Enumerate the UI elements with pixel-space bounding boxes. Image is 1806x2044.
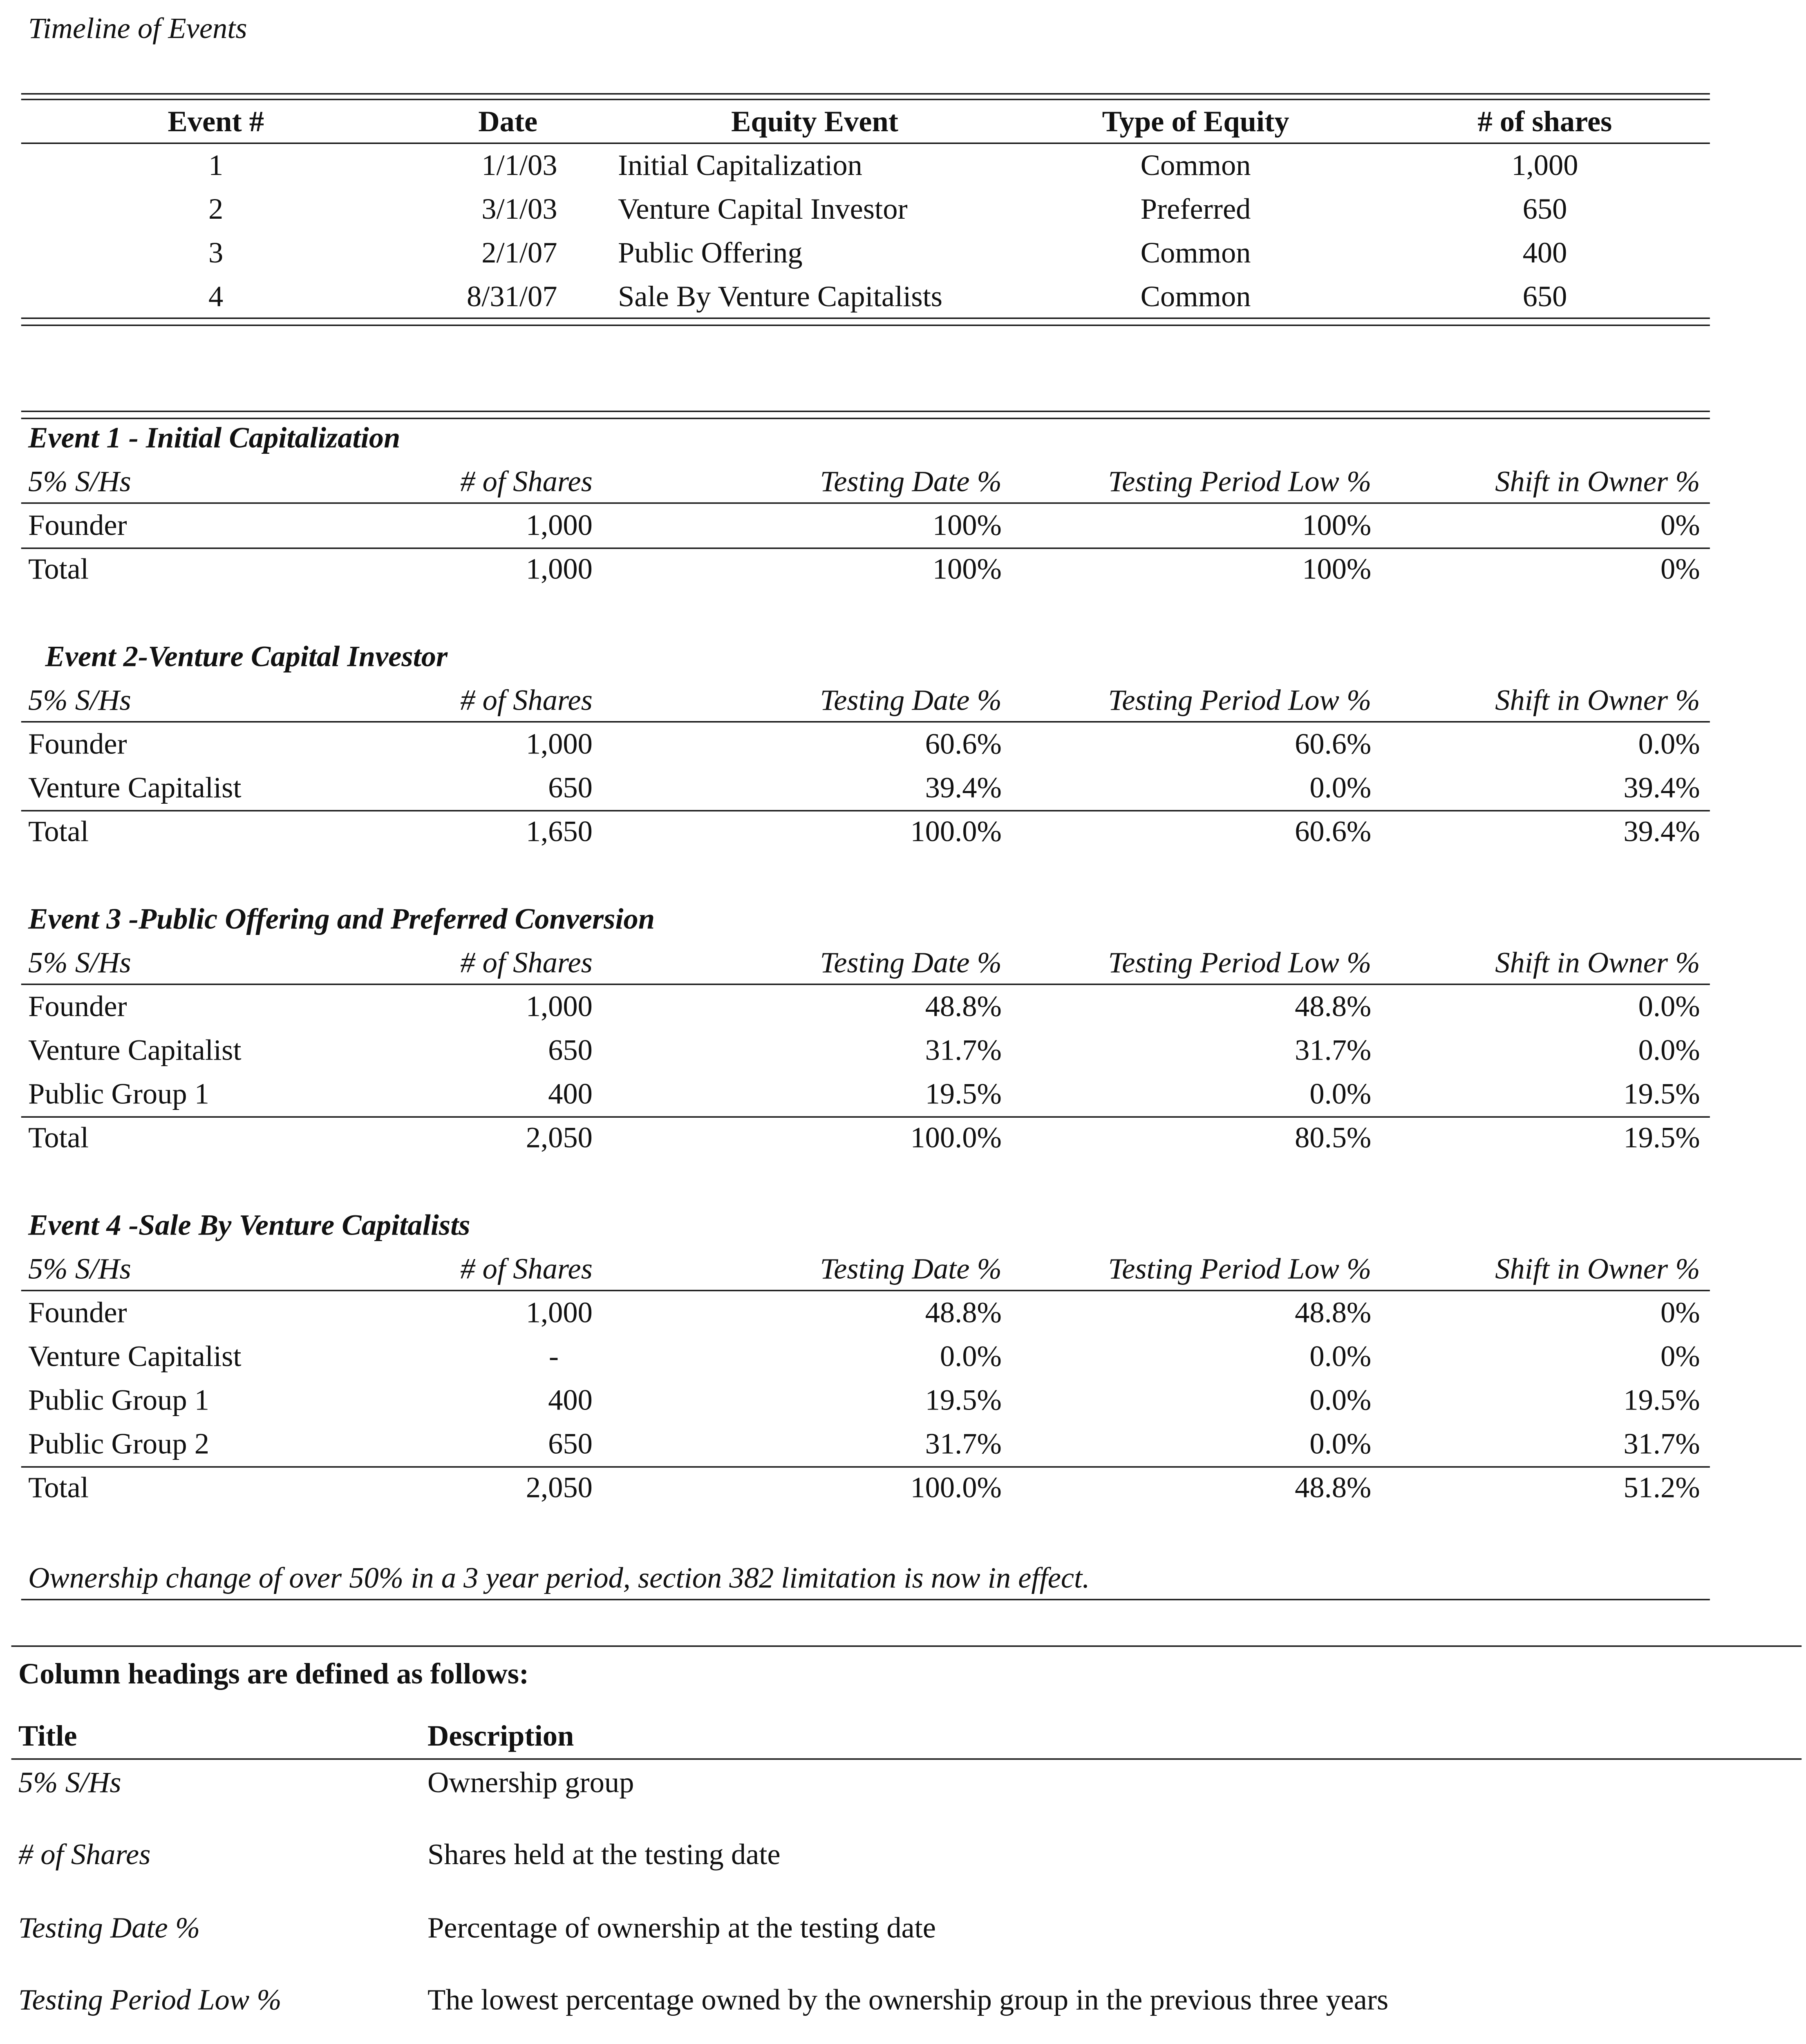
event-header-cell: Testing Period Low % xyxy=(1108,945,1372,979)
event-title: Event 1 - Initial Capitalization xyxy=(28,420,401,455)
event-cell: 650 xyxy=(548,1033,593,1067)
definitions-title-header: Title xyxy=(18,1719,77,1753)
event-cell: 100% xyxy=(1302,508,1372,542)
event-header-cell: # of Shares xyxy=(460,464,593,498)
event-cell: 19.5% xyxy=(1623,1383,1700,1417)
definition-title: Testing Period Low % xyxy=(18,1983,282,2017)
event-cell: 100% xyxy=(932,508,1002,542)
timeline-header-type: Type of Equity xyxy=(1102,104,1289,139)
event-cell: 1,000 xyxy=(526,508,593,542)
definitions-description-header: Description xyxy=(427,1719,574,1753)
event-header-cell: 5% S/Hs xyxy=(28,945,131,979)
event-cell: 0% xyxy=(1661,1295,1700,1329)
event-cell: Public Group 1 xyxy=(28,1076,210,1111)
event-cell: 19.5% xyxy=(925,1076,1002,1111)
event-header-cell: # of Shares xyxy=(460,683,593,717)
event-cell: - xyxy=(548,1339,559,1373)
event-header-cell: Shift in Owner % xyxy=(1495,945,1700,979)
event-cell: Venture Capitalist xyxy=(28,1033,242,1067)
timeline-header-equity-event: Equity Event xyxy=(731,104,898,139)
event-cell: 0.0% xyxy=(1309,1426,1372,1461)
event-cell: 0.0% xyxy=(1309,1383,1372,1417)
event-title: Event 4 -Sale By Venture Capitalists xyxy=(28,1208,470,1242)
event-cell: 31.7% xyxy=(1623,1426,1700,1461)
timeline-cell-equity-event: Sale By Venture Capitalists xyxy=(618,279,942,314)
event-header-cell: Shift in Owner % xyxy=(1495,683,1700,717)
event-header-cell: Testing Date % xyxy=(820,1251,1002,1286)
event-cell: 39.4% xyxy=(1623,814,1700,848)
event-cell: Founder xyxy=(28,1295,127,1329)
event-cell: 2,050 xyxy=(526,1120,593,1154)
event-cell: Public Group 1 xyxy=(28,1383,210,1417)
event-cell: 0% xyxy=(1661,508,1700,542)
event-cell: 100.0% xyxy=(910,814,1002,848)
timeline-header-shares: # of shares xyxy=(1477,104,1612,139)
event-cell: 0% xyxy=(1661,1339,1700,1373)
event-cell: 19.5% xyxy=(1623,1076,1700,1111)
event-cell: 100.0% xyxy=(910,1120,1002,1154)
event-cell: 400 xyxy=(548,1383,593,1417)
event-cell: 0.0% xyxy=(1309,1076,1372,1111)
event-cell: Founder xyxy=(28,989,127,1023)
event-header-cell: 5% S/Hs xyxy=(28,464,131,498)
timeline-cell-date: 1/1/03 xyxy=(481,148,557,182)
timeline-cell-type: Common xyxy=(1140,235,1251,270)
event-cell: Founder xyxy=(28,508,127,542)
timeline-cell-shares: 1,000 xyxy=(1511,148,1578,182)
event-cell: 0.0% xyxy=(1309,770,1372,805)
event-cell: 48.8% xyxy=(925,1295,1002,1329)
event-cell: 19.5% xyxy=(925,1383,1002,1417)
event-cell: Venture Capitalist xyxy=(28,770,242,805)
definition-description-line: Percentage of ownership at the testing date xyxy=(427,1911,936,1945)
event-header-cell: # of Shares xyxy=(460,945,593,979)
event-header-cell: Testing Period Low % xyxy=(1108,683,1372,717)
event-title: Event 3 -Public Offering and Preferred Conversion xyxy=(28,901,655,936)
timeline-cell-type: Common xyxy=(1140,279,1251,314)
timeline-cell-event-num: 4 xyxy=(208,279,224,314)
definition-description-line: Ownership group xyxy=(427,1765,634,1800)
event-cell: 39.4% xyxy=(1623,770,1700,805)
event-title: Event 2-Venture Capital Investor xyxy=(45,639,448,673)
timeline-cell-date: 2/1/07 xyxy=(481,235,557,270)
event-cell: 0.0% xyxy=(940,1339,1002,1373)
event-header-cell: Testing Period Low % xyxy=(1108,1251,1372,1286)
ownership-change-note: Ownership change of over 50% in a 3 year period, section 382 limitation is now in effect. xyxy=(28,1560,1090,1595)
timeline-cell-equity-event: Initial Capitalization xyxy=(618,148,862,182)
event-header-cell: Testing Date % xyxy=(820,464,1002,498)
event-cell: 60.6% xyxy=(1295,814,1372,848)
event-cell: Total xyxy=(28,551,89,586)
event-cell: 80.5% xyxy=(1295,1120,1372,1154)
timeline-cell-type: Preferred xyxy=(1140,192,1251,226)
timeline-cell-type: Common xyxy=(1140,148,1251,182)
event-cell: 48.8% xyxy=(1295,1295,1372,1329)
event-cell: 1,650 xyxy=(526,814,593,848)
definition-description-line: Shares held at the testing date xyxy=(427,1837,781,1871)
event-cell: 19.5% xyxy=(1623,1120,1700,1154)
event-header-cell: Testing Date % xyxy=(820,945,1002,979)
event-cell: 1,000 xyxy=(526,1295,593,1329)
timeline-cell-event-num: 3 xyxy=(208,235,224,270)
timeline-cell-shares: 650 xyxy=(1522,279,1567,314)
timeline-cell-shares: 650 xyxy=(1522,192,1567,226)
event-cell: 1,000 xyxy=(526,551,593,586)
timeline-cell-shares: 400 xyxy=(1522,235,1567,270)
timeline-cell-event-num: 2 xyxy=(208,192,224,226)
event-cell: 100% xyxy=(932,551,1002,586)
event-cell: Total xyxy=(28,814,89,848)
event-cell: Venture Capitalist xyxy=(28,1339,242,1373)
definition-description-line: The lowest percentage owned by the ownership group in the previous three years xyxy=(427,1983,1389,2017)
definition-title: Testing Date % xyxy=(18,1911,200,1945)
event-header-cell: 5% S/Hs xyxy=(28,1251,131,1286)
timeline-cell-date: 8/31/07 xyxy=(467,279,557,314)
event-cell: Public Group 2 xyxy=(28,1426,210,1461)
event-cell: 650 xyxy=(548,1426,593,1461)
event-cell: 0% xyxy=(1661,551,1700,586)
event-header-cell: 5% S/Hs xyxy=(28,683,131,717)
page-title: Timeline of Events xyxy=(28,11,247,45)
timeline-header-event-num: Event # xyxy=(168,104,264,139)
event-cell: 31.7% xyxy=(1295,1033,1372,1067)
timeline-header-date: Date xyxy=(478,104,538,139)
event-cell: 31.7% xyxy=(925,1033,1002,1067)
event-cell: Total xyxy=(28,1470,89,1504)
event-header-cell: Testing Period Low % xyxy=(1108,464,1372,498)
event-cell: Total xyxy=(28,1120,89,1154)
event-header-cell: Shift in Owner % xyxy=(1495,464,1700,498)
event-cell: 51.2% xyxy=(1623,1470,1700,1504)
event-cell: Founder xyxy=(28,726,127,761)
event-cell: 650 xyxy=(548,770,593,805)
event-header-cell: # of Shares xyxy=(460,1251,593,1286)
timeline-cell-equity-event: Public Offering xyxy=(618,235,803,270)
event-cell: 48.8% xyxy=(1295,1470,1372,1504)
event-cell: 1,000 xyxy=(526,726,593,761)
event-cell: 0.0% xyxy=(1309,1339,1372,1373)
event-cell: 39.4% xyxy=(925,770,1002,805)
event-cell: 0.0% xyxy=(1638,1033,1700,1067)
event-cell: 400 xyxy=(548,1076,593,1111)
event-cell: 0.0% xyxy=(1638,989,1700,1023)
timeline-cell-event-num: 1 xyxy=(208,148,224,182)
definitions-heading: Column headings are defined as follows: xyxy=(18,1656,529,1691)
timeline-cell-date: 3/1/03 xyxy=(481,192,557,226)
event-cell: 2,050 xyxy=(526,1470,593,1504)
event-header-cell: Testing Date % xyxy=(820,683,1002,717)
event-cell: 1,000 xyxy=(526,989,593,1023)
timeline-cell-equity-event: Venture Capital Investor xyxy=(618,192,908,226)
event-cell: 100% xyxy=(1302,551,1372,586)
event-cell: 100.0% xyxy=(910,1470,1002,1504)
definition-title: # of Shares xyxy=(18,1837,151,1871)
event-header-cell: Shift in Owner % xyxy=(1495,1251,1700,1286)
event-cell: 31.7% xyxy=(925,1426,1002,1461)
definition-title: 5% S/Hs xyxy=(18,1765,121,1800)
event-cell: 60.6% xyxy=(925,726,1002,761)
event-cell: 48.8% xyxy=(1295,989,1372,1023)
event-cell: 48.8% xyxy=(925,989,1002,1023)
event-cell: 0.0% xyxy=(1638,726,1700,761)
event-cell: 60.6% xyxy=(1295,726,1372,761)
